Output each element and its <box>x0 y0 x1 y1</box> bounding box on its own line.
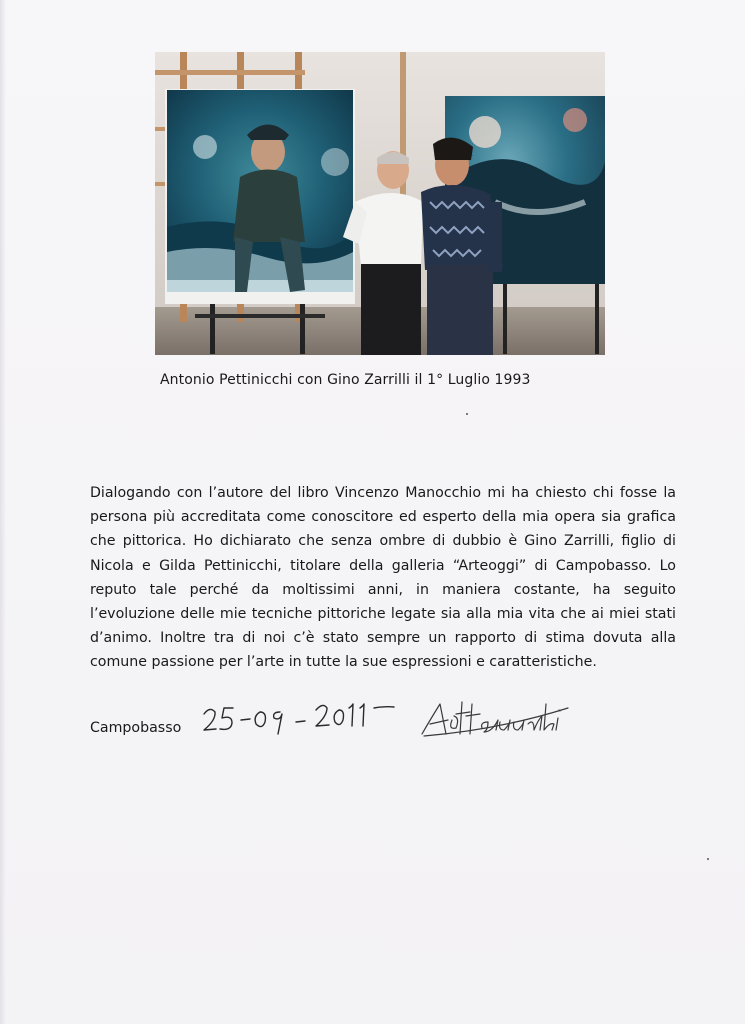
scan-edge <box>0 0 6 1024</box>
scan-speck <box>707 858 709 860</box>
scan-speck <box>466 413 468 415</box>
photo-caption: Antonio Pettinicchi con Gino Zarrilli il 1° Luglio 1993 <box>160 372 531 388</box>
handwritten-date-and-signature <box>198 690 588 750</box>
body-paragraph: Dialogando con l’autore del libro Vincenzo Manocchio mi ha chiesto chi fosse la persona più accreditata come conoscitore ed esperto della mia opera sia grafica che pittorica. Ho dichiarato che senza ombre di dubbio è Gino Zarrilli, figlio di Nicola e Gilda Pettinicchi, titolare della galleria “Arteoggi” di Campobasso. Lo reputo tale perché da moltissimi anni, in maniera costante, ha seguito l’evoluzione delle mie tecniche pittoriche legate sia alla mia vita che ai miei stati d’animo. Inoltre tra di noi c’è stato sempre un rapporto di stima dovuta alla comune passione per l’arte in tutte la sue espressioni e caratteristiche. <box>90 485 676 671</box>
place-name: Campobasso <box>90 720 182 736</box>
photograph <box>155 52 605 355</box>
